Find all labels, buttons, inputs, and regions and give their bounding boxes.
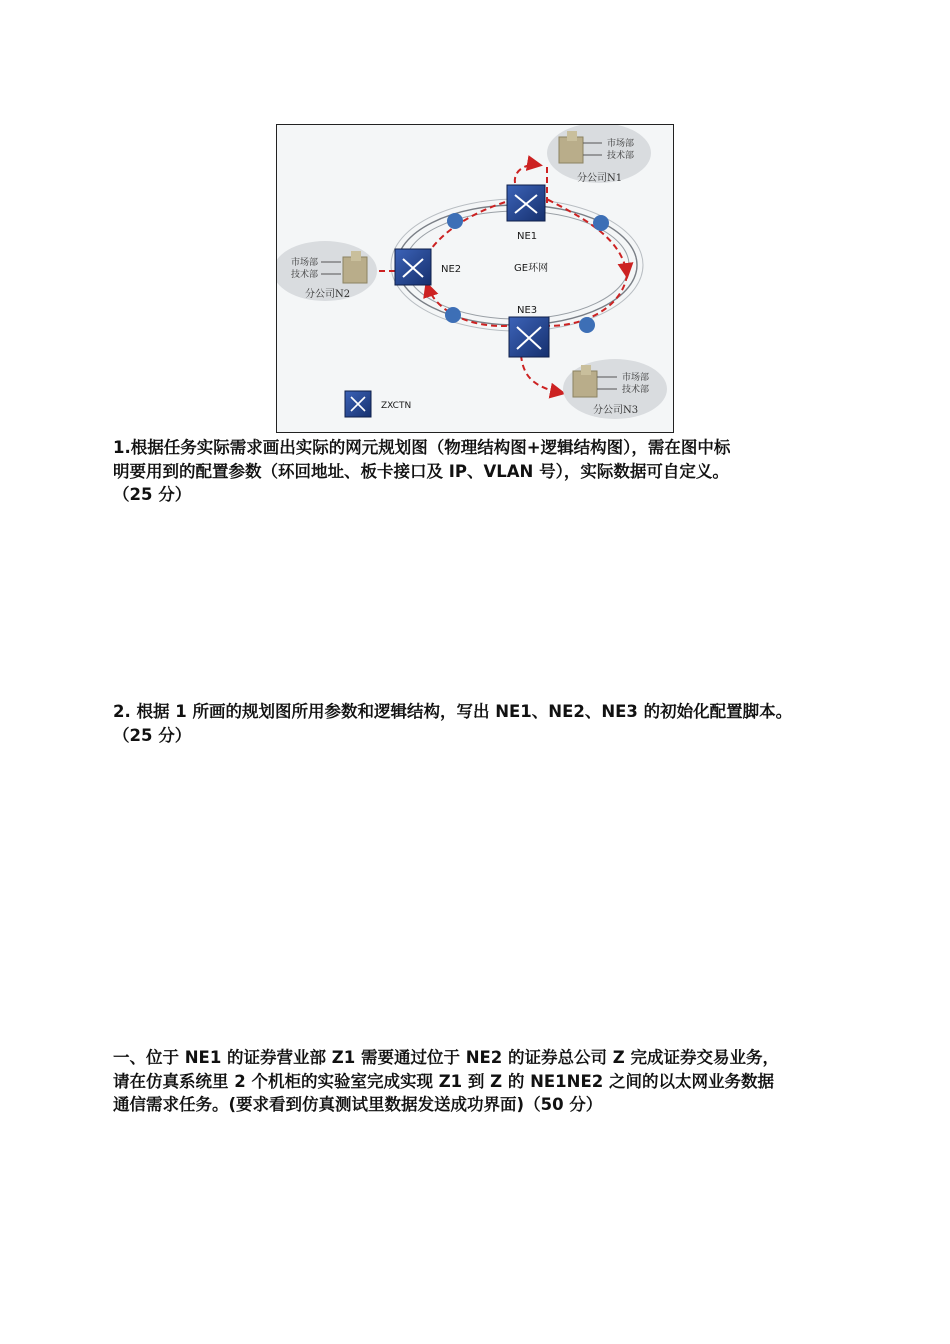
- legend: [345, 391, 411, 417]
- q2-line1: 2. 根据 1 所画的规划图所用参数和逻辑结构，写出 NE1、NE2、NE3 的初始化配置脚本。: [113, 702, 793, 721]
- question-3: [113, 1046, 843, 1117]
- q1-line1: 1.根据任务实际需求画出实际的网元规划图（物理结构图+逻辑结构图），需在图中标: [113, 438, 731, 457]
- switch-ne1: [507, 185, 545, 242]
- q3-line3: 通信需求任务。(要求看到仿真测试里数据发送成功界面)（50 分）: [113, 1095, 603, 1114]
- switch-ne3: [509, 305, 549, 357]
- n1-dept1: 市场部: [607, 139, 635, 149]
- q3-line2: 请在仿真系统里 2 个机柜的实验室完成实现 Z1 到 Z 的 NE1NE2 之间的以太网业务数据: [113, 1071, 774, 1091]
- branch-n1: [547, 125, 651, 184]
- q2-line2: （25 分）: [113, 725, 192, 745]
- n2-dept1: 市场部: [291, 258, 319, 268]
- n3-dept2: 技术部: [622, 385, 650, 395]
- network-diagram: [276, 124, 674, 433]
- q1-line2: 明要用到的配置参数（环回地址、板卡接口及 IP、VLAN 号），实际数据可自定义。: [113, 461, 729, 481]
- legend-label: ZXCTN: [381, 401, 412, 411]
- q1-line3: （25 分）: [113, 485, 192, 504]
- ring-label: GE环网: [514, 263, 549, 274]
- question-1: [113, 436, 843, 507]
- n3-dept1: 市场部: [622, 373, 650, 383]
- q3-line1: 一、位于 NE1 的证券营业部 Z1 需要通过位于 NE2 的证券总公司 Z 完成证券交易业务，: [113, 1048, 779, 1067]
- n2-dept2: 技术部: [291, 270, 319, 280]
- n3-name: 分公司N3: [593, 405, 639, 416]
- branch-n3: [563, 359, 667, 419]
- ne3-label: NE3: [517, 305, 538, 316]
- ne2-label: NE2: [441, 264, 462, 275]
- question-2: [113, 700, 843, 747]
- n2-name: 分公司N2: [305, 289, 351, 300]
- n1-name: 分公司N1: [577, 173, 623, 184]
- n1-dept2: 技术部: [607, 151, 635, 161]
- branch-n2: [277, 241, 377, 301]
- switch-ne2: [395, 249, 461, 285]
- ne1-label: NE1: [517, 231, 538, 242]
